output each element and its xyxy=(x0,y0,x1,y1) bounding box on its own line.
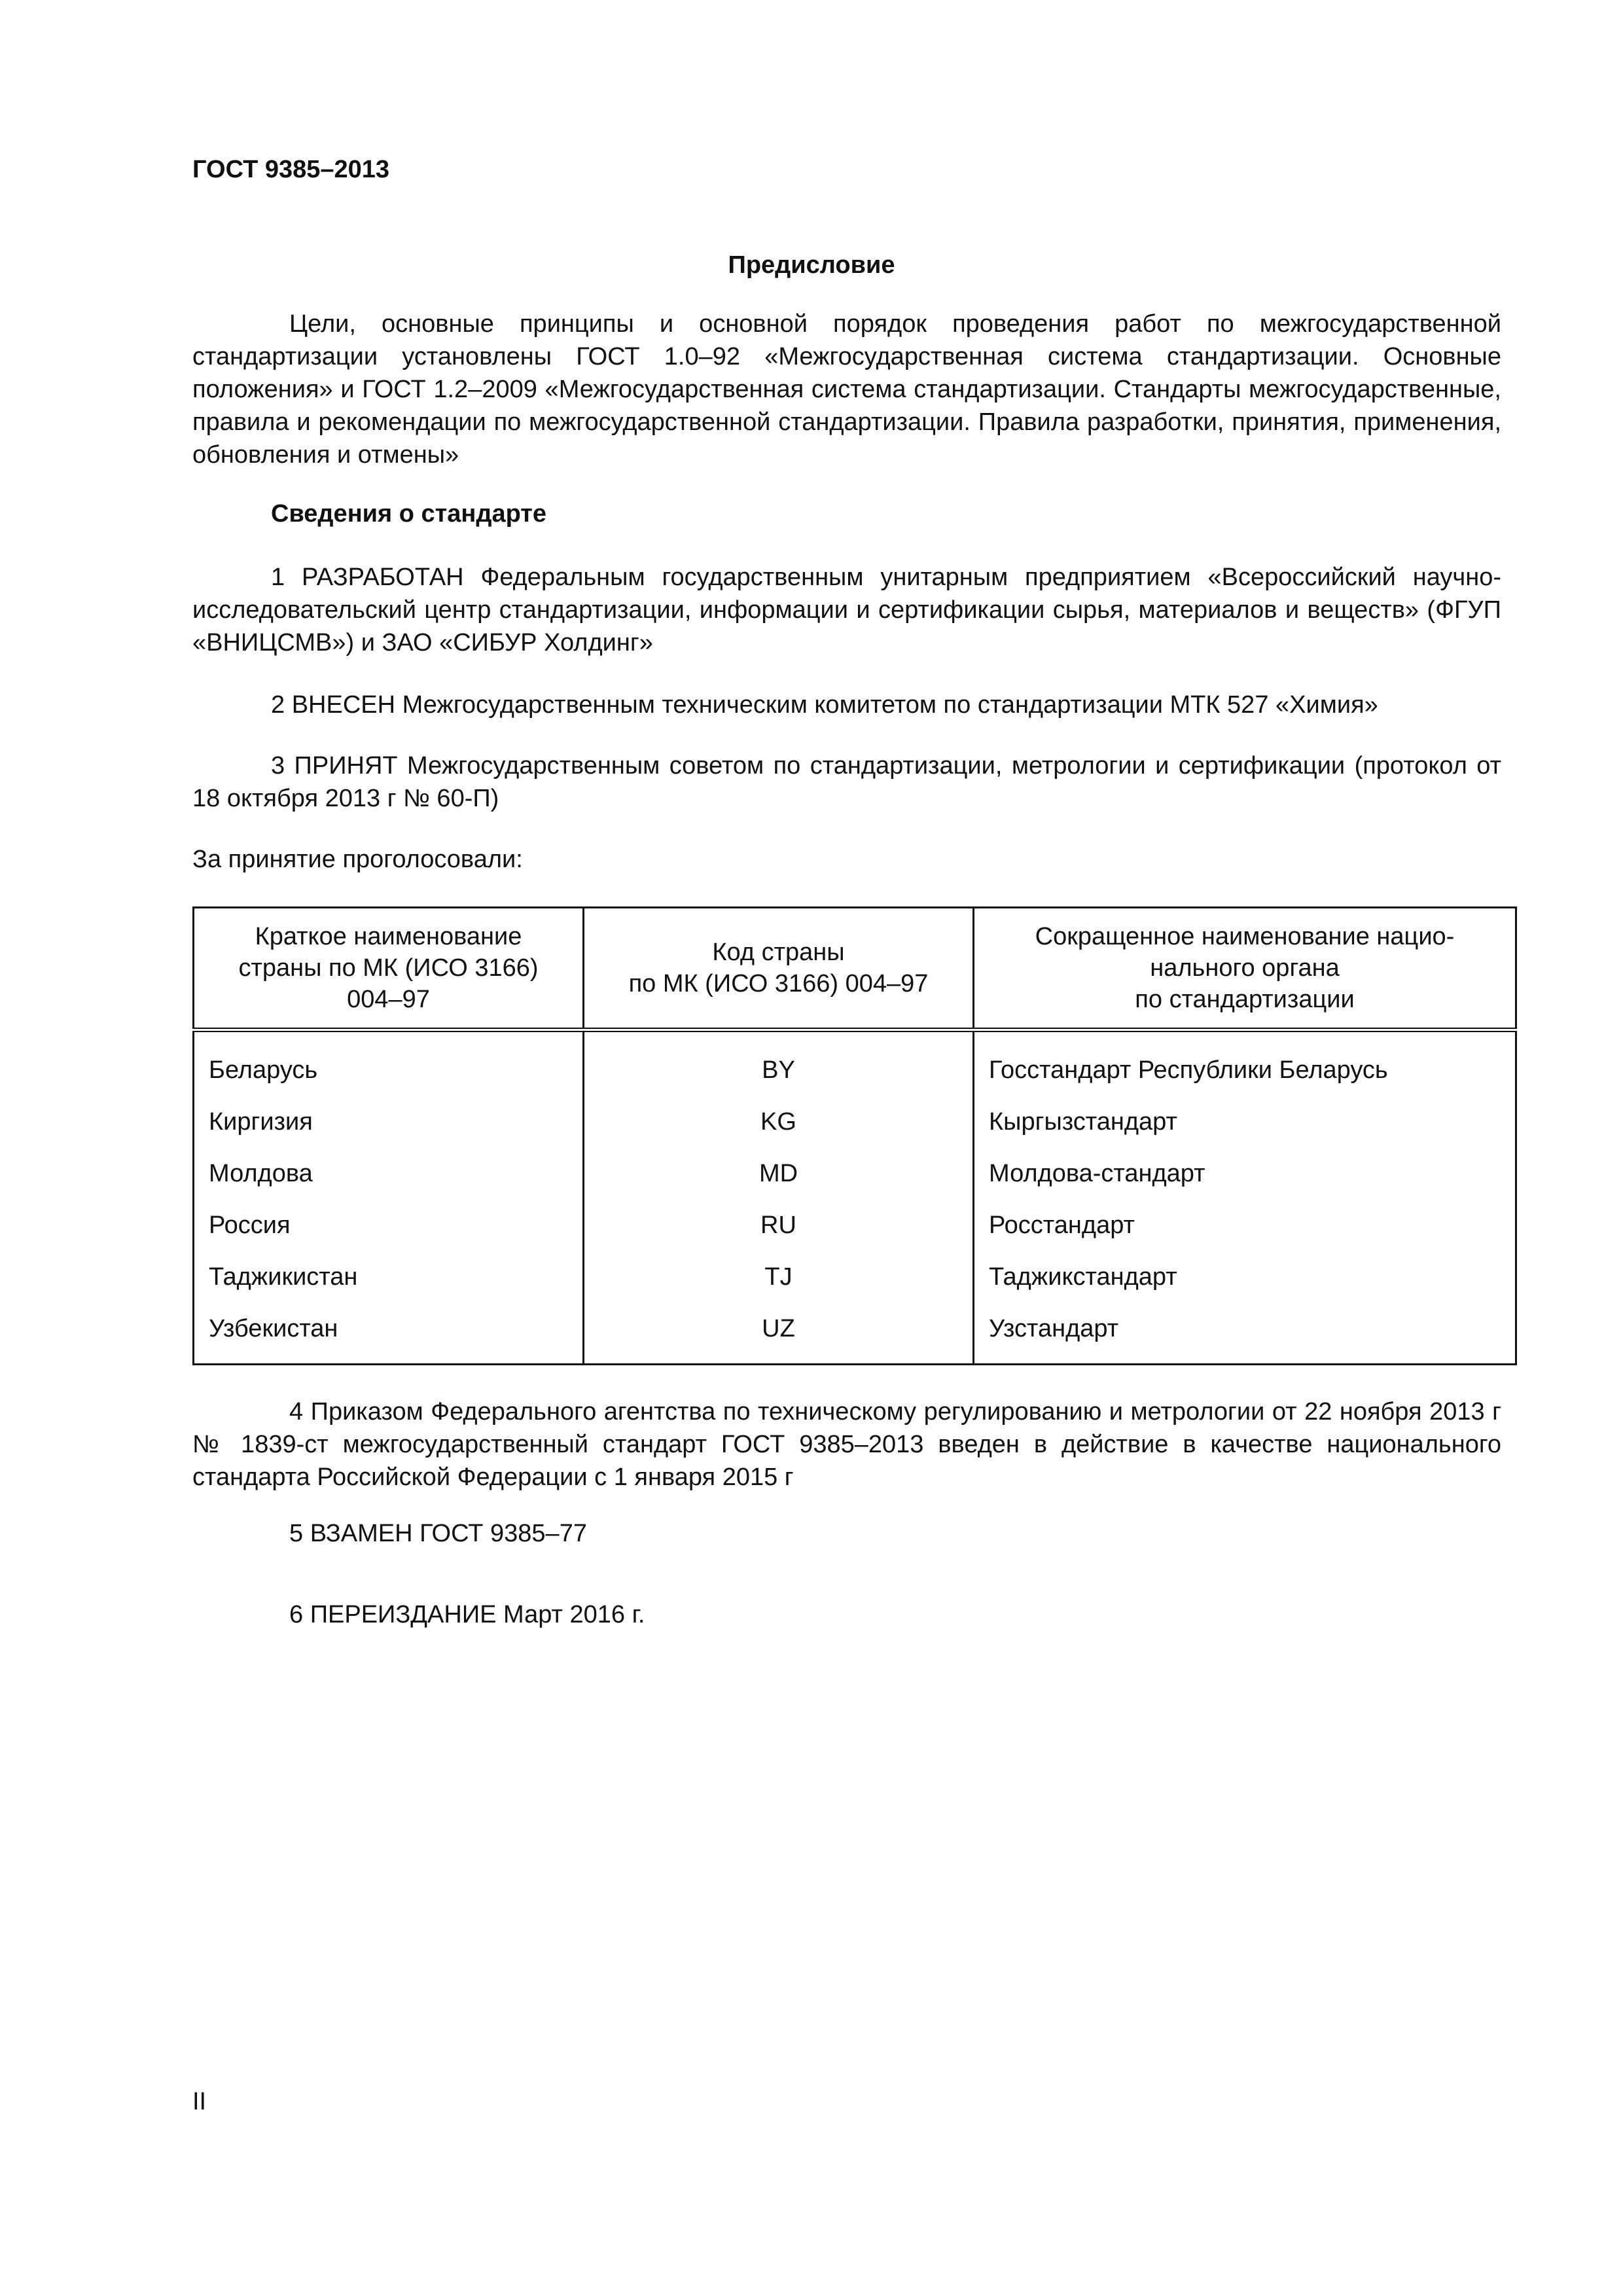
country-cell: Таджикистан xyxy=(194,1251,584,1302)
document-code: ГОСТ 9385–2013 xyxy=(192,156,390,183)
country-cell: Молдова xyxy=(194,1147,584,1199)
code-cell: BY xyxy=(584,1030,974,1096)
info-item-4: 4 Приказом Федерального агентства по техническому регулированию и метрологии от 22 ноября 2013 г № 1839-ст межгосударственный стандарт ГОСТ 9385–2013 введен в действие в качестве национального стандарта Российской Федерации с 1 января 2015 г xyxy=(192,1398,1501,1491)
standard-info-title: Сведения о стандарте xyxy=(271,500,547,528)
country-cell: Беларусь xyxy=(194,1030,584,1096)
preface-title-text: Предисловие xyxy=(728,251,895,279)
body-cell: Росстандарт xyxy=(974,1199,1516,1251)
country-cell: Киргизия xyxy=(194,1096,584,1147)
info-item-1: 1 РАЗРАБОТАН Федеральным государственным унитарным предприятием «Всероссийский научно-исследовательский центр стандартизации, информации и сертификации сырья, материалов и веществ» (ФГУП «ВНИЦСМВ») и ЗАО «СИБУР Холдинг» xyxy=(192,564,1501,656)
header-standards-body: Сокращенное наименование нацио- нального органа по стандартизации xyxy=(974,908,1516,1030)
info-item-2: 2 ВНЕСЕН Межгосударственным техническим комитетом по стандартизации МТК 527 «Химия» xyxy=(271,691,1378,719)
voting-table xyxy=(192,906,1517,1365)
code-cell: UZ xyxy=(584,1302,974,1365)
page-number: II xyxy=(192,2088,207,2115)
body-cell: Молдова-стандарт xyxy=(974,1147,1516,1199)
body-cell: Кыргызстандарт xyxy=(974,1096,1516,1147)
voted-label: За принятие проголосовали: xyxy=(192,846,523,873)
table-row xyxy=(194,1147,1516,1199)
preface-title xyxy=(0,249,1623,281)
table-header-row xyxy=(194,908,1516,1030)
info-item-5: 5 ВЗАМЕН ГОСТ 9385–77 xyxy=(289,1520,587,1547)
code-cell: MD xyxy=(584,1147,974,1199)
table-row xyxy=(194,1199,1516,1251)
body-cell: Таджикстандарт xyxy=(974,1251,1516,1302)
country-cell: Узбекистан xyxy=(194,1302,584,1365)
table-row xyxy=(194,1030,1516,1096)
info-item-6: 6 ПЕРЕИЗДАНИЕ Март 2016 г. xyxy=(289,1601,645,1628)
preface-paragraph: Цели, основные принципы и основной порядок проведения работ по межгосударственной стандартизации установлены ГОСТ 1.0–92 «Межгосударственная система стандартизации. Основные положения» и ГОСТ 1.2–2009 «Межгосударственная система стандартизации. Стандарты межгосударственные, правила и рекомендации по межгосударственной стандартизации. Правила разработки, принятия, применения, обновления и отмены» xyxy=(192,310,1501,469)
code-cell: TJ xyxy=(584,1251,974,1302)
code-cell: KG xyxy=(584,1096,974,1147)
body-cell: Госстандарт Республики Беларусь xyxy=(974,1030,1516,1096)
country-cell: Россия xyxy=(194,1199,584,1251)
code-cell: RU xyxy=(584,1199,974,1251)
info-item-3: 3 ПРИНЯТ Межгосударственным советом по стандартизации, метрологии и сертификации (протокол от 18 октября 2013 г № 60-П) xyxy=(192,752,1501,812)
header-country-code: Код страны по МК (ИСО 3166) 004–97 xyxy=(584,908,974,1030)
table-row xyxy=(194,1096,1516,1147)
body-cell: Узстандарт xyxy=(974,1302,1516,1365)
table-row xyxy=(194,1302,1516,1365)
header-country-name: Краткое наименование страны по МК (ИСО 3166) 004–97 xyxy=(194,908,584,1030)
table-row xyxy=(194,1251,1516,1302)
